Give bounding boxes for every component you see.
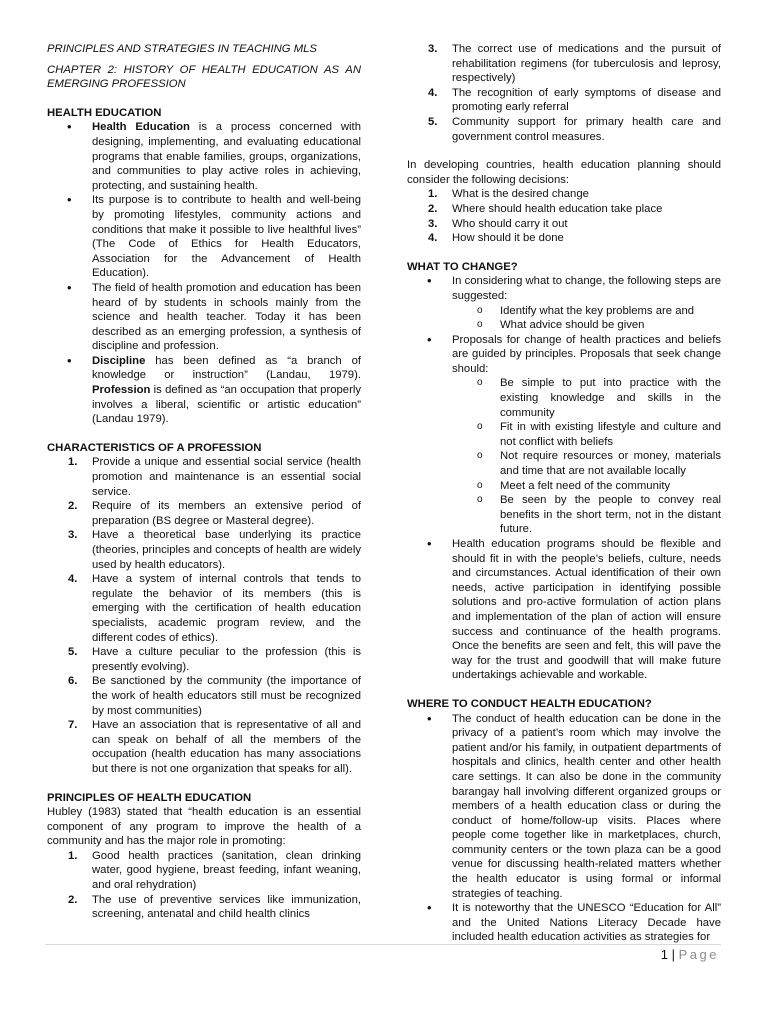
proposals-sublist xyxy=(407,376,721,537)
discipline-definition: has been defined as “a branch of knowledge or instruction” (Landau, 1979). xyxy=(92,354,361,382)
chapter-title: CHAPTER 2: HISTORY OF HEALTH EDUCATION AS AN EMERGING PROFESSION xyxy=(47,63,361,91)
steps-sublist xyxy=(407,304,721,333)
unesco-text: It is noteworthy that the UNESCO “Education for All” and the United Nations Literacy Decade have included health education activities as strategies for xyxy=(452,902,721,944)
numbered-item xyxy=(47,572,361,645)
item-number: 1. xyxy=(428,188,438,201)
sub-list-item: o What advice should be given xyxy=(407,318,721,333)
item-text: Have an association that is representative of all and can speak on behalf of all the members of the occupation (health education has many associations but there is not one organization that speaks for all). xyxy=(92,719,361,775)
page-footer xyxy=(661,947,719,963)
numbered-item xyxy=(407,187,721,202)
what-to-change-list-2 xyxy=(407,333,721,377)
numbered-item xyxy=(47,893,361,922)
list-item xyxy=(47,120,361,193)
list-item xyxy=(407,333,721,377)
list-item xyxy=(407,901,721,945)
list-item xyxy=(407,274,721,303)
course-title: PRINCIPLES AND STRATEGIES IN TEACHING MLS xyxy=(47,43,317,55)
item-number: 1. xyxy=(68,849,78,862)
purpose-text: Its purpose is to contribute to health and well-being by promoting lifestyles, community actions and conditions that make it possible to live healthful lives” (The Code of Ethics for Health Educators, Association for the Advancement of Health Education). xyxy=(92,194,361,280)
section-heading-where-to-conduct: WHERE TO CONDUCT HEALTH EDUCATION? xyxy=(407,697,652,710)
numbered-item xyxy=(47,455,361,499)
item-number: 2. xyxy=(68,500,78,513)
left-column xyxy=(47,42,361,922)
item-number: 3. xyxy=(428,43,438,55)
proposals-text: Proposals for change of health practices and beliefs are guided by principles. Proposals that seek change should: xyxy=(452,333,721,375)
numbered-item xyxy=(407,231,721,246)
definition-text: is a process concerned with designing, implementing, and evaluating educational programs that enable families, groups, organizations, and communities to play active roles in achieving, protecting, and sustaining health. xyxy=(92,121,361,192)
item-text: Have a system of internal controls that tends to regulate the behavior of its members (this is emerging with the certification of health education specialists, academic program review, and the different codes of ethics). xyxy=(92,573,361,644)
item-number: 3. xyxy=(428,217,438,230)
item-number: 2. xyxy=(428,202,438,215)
numbered-item xyxy=(47,849,361,893)
item-text: How should it be done xyxy=(452,232,564,245)
sub-list-item: o Identify what the key problems are and xyxy=(407,304,721,319)
list-item xyxy=(407,537,721,683)
sub-list-item: o Be simple to put into practice with the existing knowledge and skills in the community xyxy=(407,376,721,420)
page-label: Page xyxy=(678,947,719,962)
venue-text: The conduct of health education can be done in the privacy of a patient’s room which may involve the patient and/or his family, in outpatient departments of hospitals and clinics, health center and other health care settings. It can also be done in the community barangay hall involving different organized groups or members of a health education class or during the conduct of home/follow-up visits. Places where people come together like in marketplaces, church, community centers or the town plaza can be a good venue for discussing health-related matters whether the health educator is using formal or informal strategies of teaching. xyxy=(452,712,721,900)
page-number: 1 xyxy=(660,947,668,962)
sub-list-item: o Fit in with existing lifestyle and culture and not conflict with beliefs xyxy=(407,420,721,449)
numbered-item xyxy=(407,217,721,232)
principles-list xyxy=(47,849,361,922)
section-heading-what-to-change: WHAT TO CHANGE? xyxy=(407,260,518,273)
item-text: The recognition of early symptoms of disease and promoting early referral xyxy=(452,86,721,114)
right-column xyxy=(407,42,721,945)
term-profession: Profession xyxy=(92,384,151,397)
principles-intro: Hubley (1983) stated that “health education is an essential component of any program to improve the health of a community and has the major role in promoting: xyxy=(47,806,361,848)
item-number: 4. xyxy=(68,573,78,586)
profession-definition: is defined as “an occupation that properly involves a liberal, scientific or artistic education” (Landau 1979). xyxy=(92,384,361,426)
item-text: Provide a unique and essential social service (health promotion and maintenance is an essential social service. xyxy=(92,456,361,498)
item-text: Require of its members an extensive period of preparation (BS degree or Masteral degree). xyxy=(92,500,361,527)
term-health-education: Health Education xyxy=(92,121,190,134)
item-text: Who should carry it out xyxy=(452,217,568,230)
item-text: Community support for primary health care and government control measures. xyxy=(452,115,721,143)
numbered-item xyxy=(47,718,361,776)
item-text: Where should health education take place xyxy=(452,202,663,215)
numbered-item xyxy=(47,499,361,528)
item-text: Have a culture peculiar to the profession (this is presently evolving). xyxy=(92,646,361,673)
list-item xyxy=(407,712,721,902)
sub-list-item: o Not require resources or money, materials and time that are not available locally xyxy=(407,449,721,478)
item-text: Have a theoretical base underlying its practice (theories, principles and concepts of health are widely used by health educators). xyxy=(92,529,361,571)
numbered-item xyxy=(47,674,361,718)
item-number: 5. xyxy=(68,646,78,659)
item-number: 4. xyxy=(428,232,438,245)
what-to-change-list-3 xyxy=(407,537,721,683)
list-item xyxy=(47,281,361,354)
item-number: 7. xyxy=(68,719,78,732)
sub-list-item: o Be seen by the people to convey real benefits in the short term, not in the distant future. xyxy=(407,493,721,537)
item-text: What is the desired change xyxy=(452,188,589,201)
characteristics-list xyxy=(47,455,361,776)
item-number: 3. xyxy=(68,529,78,542)
programs-text: Health education programs should be flexible and should fit in with the people’s beliefs, culture, needs and circumstances. Actual identification of their own needs, active participation in identifying possible solutions and pro-active formulation of action plans and implementation of the plan of action will ensure success and continuance of the health programs. Once the benefits are seen and felt, this will pave the way for the trust and goodwill that will make future undertakings achievable and workable. xyxy=(452,538,721,682)
item-text: Be sanctioned by the community (the importance of the work of health educators still must be recognized by most communities) xyxy=(92,675,361,717)
principles-list-continued xyxy=(407,42,721,144)
item-number: 1. xyxy=(68,456,78,469)
planning-list xyxy=(407,187,721,245)
page-separator: | xyxy=(671,947,675,962)
what-to-change-list xyxy=(407,274,721,303)
list-item xyxy=(47,193,361,281)
section-heading-principles: PRINCIPLES OF HEALTH EDUCATION xyxy=(47,791,252,804)
health-education-list xyxy=(47,120,361,426)
item-text: The use of preventive services like immunization, screening, antenatal and child health clinics xyxy=(92,893,361,921)
planning-intro: In developing countries, health education planning should consider the following decisions: xyxy=(407,159,721,186)
section-heading-characteristics: CHARACTERISTICS OF A PROFESSION xyxy=(47,441,262,454)
footer-divider xyxy=(45,944,721,945)
steps-text: In considering what to change, the following steps are suggested: xyxy=(452,275,721,302)
numbered-item xyxy=(407,86,721,115)
item-number: 6. xyxy=(68,675,78,688)
item-text: The correct use of medications and the pursuit of rehabilitation regimens (for tuberculosis and leprosy, respectively) xyxy=(452,43,721,85)
term-discipline: Discipline xyxy=(92,354,146,367)
field-text: The field of health promotion and education has been heard of by students in schools mainly from the science and health teacher. Today it has been described as an emerging profession, a synthesis of discipline and profession. xyxy=(92,281,361,353)
numbered-item xyxy=(407,115,721,144)
where-to-conduct-list xyxy=(407,712,721,946)
item-number: 2. xyxy=(68,893,78,906)
numbered-item xyxy=(47,645,361,674)
numbered-item xyxy=(47,528,361,572)
item-number: 4. xyxy=(428,86,438,99)
list-item xyxy=(47,354,361,427)
numbered-item xyxy=(407,42,721,86)
item-text: Good health practices (sanitation, clean drinking water, good hygiene, breast feeding, infant weaning, and oral rehydration) xyxy=(92,849,361,892)
numbered-item xyxy=(407,202,721,217)
sub-list-item: o Meet a felt need of the community xyxy=(407,479,721,494)
section-heading-health-education: HEALTH EDUCATION xyxy=(47,106,162,119)
item-number: 5. xyxy=(428,115,438,128)
